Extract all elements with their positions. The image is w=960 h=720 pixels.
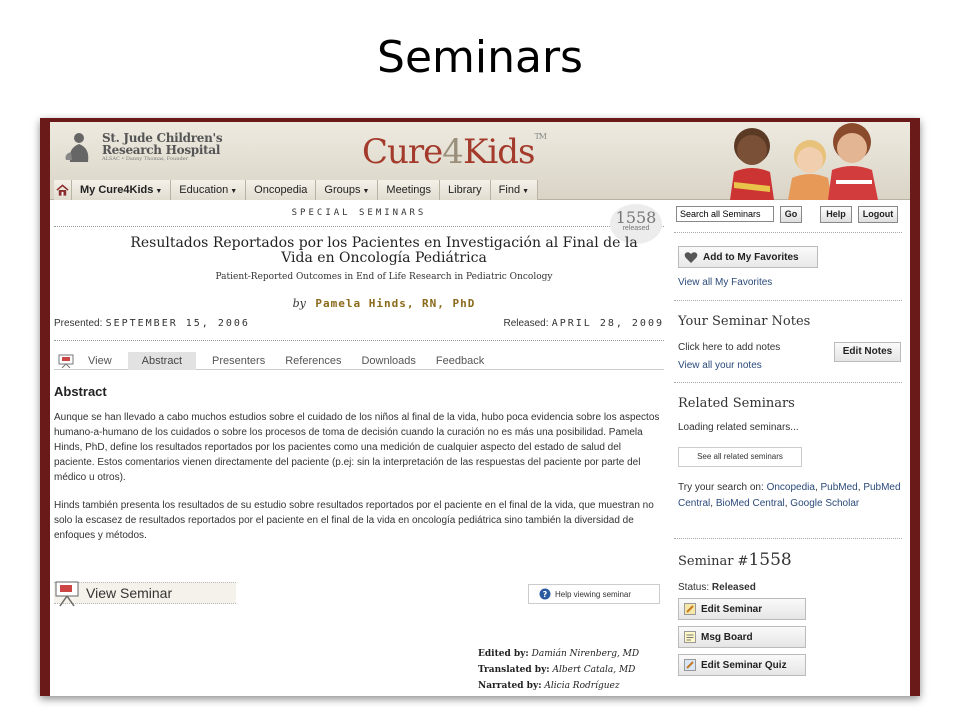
narrated-label: Narrated by:: [478, 681, 542, 691]
credits: [478, 646, 639, 694]
nav-oncopedia[interactable]: [246, 180, 316, 200]
nav-home[interactable]: [54, 180, 72, 200]
quiz-icon: [684, 659, 696, 671]
seminar-label: Seminar #: [678, 554, 749, 569]
nav-label: Meetings: [386, 184, 432, 196]
nav-label: Groups: [324, 184, 361, 196]
logo-line-1: St. Jude Children's: [102, 130, 223, 145]
brand-pre: Cure: [362, 132, 443, 172]
seminar-number-heading: [678, 550, 792, 570]
edit-seminar-label: Edit Seminar: [701, 603, 763, 615]
view-seminar-button[interactable]: [54, 582, 236, 604]
stamp-label: released: [622, 225, 650, 232]
logo-line-3: ALSAC • Danny Thomas, Founder: [102, 156, 188, 163]
sidebar: [674, 204, 904, 696]
logo-line-2: Research Hospital: [102, 142, 221, 157]
presented-label: Presented:: [54, 318, 103, 329]
st-jude-logo[interactable]: [62, 130, 222, 164]
tab-feedback[interactable]: Feedback: [435, 354, 485, 367]
seminar-subtitle: Patient-Reported Outcomes in End of Life Research in Pediatric Oncology: [215, 272, 553, 282]
view-seminar-label: View Seminar: [86, 585, 173, 601]
slide-title: Seminars: [377, 32, 583, 83]
see-all-related-button[interactable]: See all related seminars: [678, 447, 802, 467]
caret-down-icon: ▼: [362, 188, 370, 195]
abstract-heading: Abstract: [54, 384, 107, 399]
nav-meetings[interactable]: [378, 180, 440, 200]
nav-library[interactable]: [440, 180, 491, 200]
try-search-on: Try your search on: Oncopedia, PubMed, PubMed Central, BioMed Central, Google Scholar: [678, 482, 901, 509]
nav-label: Education: [179, 184, 229, 196]
screenshot-frame: [40, 118, 920, 696]
brand-post: Kids: [462, 132, 535, 172]
try-link-oncopedia[interactable]: Oncopedia: [766, 482, 815, 493]
nav-label: Oncopedia: [254, 184, 308, 196]
nav-label: Library: [448, 184, 482, 196]
translated-name: Albert Catala, MD: [552, 665, 636, 675]
edit-seminar-button[interactable]: [678, 598, 806, 620]
help-viewing-button[interactable]: [528, 584, 660, 604]
seminar-number: 1558: [748, 550, 792, 570]
nav-my-cure4kids[interactable]: [72, 180, 171, 200]
narrated-name: Alicia Rodríguez: [544, 681, 620, 691]
tab-references[interactable]: References: [285, 354, 342, 367]
edit-quiz-label: Edit Seminar Quiz: [701, 659, 787, 671]
try-link-biomed-central[interactable]: BioMed Central: [715, 498, 785, 509]
add-favorites-button[interactable]: [678, 246, 818, 268]
pencil-icon: [684, 603, 696, 615]
cure4kids-logo[interactable]: [362, 132, 546, 172]
stamp-number: 1558: [615, 208, 657, 227]
logout-button[interactable]: Logout: [858, 206, 898, 223]
presentation-board-icon: [54, 579, 80, 607]
msg-board-label: Msg Board: [701, 631, 753, 643]
nav-label: Find: [498, 184, 521, 196]
seminar-status: [678, 582, 756, 593]
msg-board-button[interactable]: [678, 626, 806, 648]
byline: [114, 297, 654, 310]
abstract-paragraph-1: Aunque se han llevado a cabo muchos estudios sobre el cuidado de los niños al final de la vida, hubo poca evidencia sobre los aspectos humano-a-humano de los cuidados o sobre los procesos de toma de decisión cuando la curación no es más una posibilidad. Pamela Hinds, PhD, define los resultados reportados por los pacientes como una medición de cualquier aspecto del estado de salud del paciente. Estos comentarios vienen directamente del paciente (p.ej: sin la interpretación de las respuestas del paciente por parte del médico u otros).: [54, 412, 660, 483]
edit-quiz-button[interactable]: [678, 654, 806, 676]
heart-icon: [684, 251, 698, 264]
try-prefix: Try your search on:: [678, 482, 764, 493]
byline-by: by: [292, 297, 306, 310]
kids-photo: [712, 122, 902, 200]
tab-view[interactable]: View: [88, 354, 112, 367]
try-link-pubmed-central[interactable]: PubMed Central: [678, 482, 901, 509]
nav-groups[interactable]: [316, 180, 378, 200]
search-input[interactable]: [676, 206, 774, 222]
caret-down-icon: ▼: [522, 188, 530, 195]
divider: [674, 382, 902, 383]
site-header: [50, 122, 910, 200]
go-button[interactable]: Go: [780, 206, 802, 223]
edited-name: Damián Nirenberg, MD: [531, 649, 640, 659]
brand-four: 4: [442, 132, 463, 172]
tab-abstract[interactable]: Abstract: [128, 352, 196, 370]
divider: [674, 232, 902, 233]
view-favorites-link[interactable]: View all My Favorites: [678, 277, 773, 288]
try-link-pubmed[interactable]: PubMed: [820, 482, 858, 493]
caret-down-icon: ▼: [230, 188, 238, 195]
seminar-title: Resultados Reportados por los Pacientes en Investigación al Final de la Vida en Oncología Pediátrica: [130, 235, 638, 266]
released-label: Released:: [503, 318, 549, 329]
st-jude-figure-icon: [62, 130, 96, 164]
divider: [54, 340, 664, 341]
help-button[interactable]: Help: [820, 206, 852, 223]
related-heading: Related Seminars: [678, 396, 795, 411]
nav-education[interactable]: [171, 180, 246, 200]
svg-text:?: ?: [542, 590, 548, 599]
caret-down-icon: ▼: [155, 188, 163, 195]
section-label: SPECIAL SEMINARS: [291, 208, 427, 218]
translated-label: Translated by:: [478, 665, 550, 675]
released-date: [503, 318, 664, 329]
add-favorites-label: Add to My Favorites: [703, 251, 799, 263]
message-board-icon: [684, 631, 696, 643]
status-label: Status:: [678, 582, 710, 593]
divider: [674, 300, 902, 301]
notes-heading: Your Seminar Notes: [678, 314, 811, 329]
tab-downloads[interactable]: Downloads: [361, 354, 416, 367]
edit-notes-button[interactable]: Edit Notes: [834, 342, 901, 362]
released-value: APRIL 28, 2009: [551, 318, 664, 329]
view-notes-link[interactable]: View all your notes: [678, 360, 762, 371]
web-page: [50, 122, 910, 696]
divider: [674, 538, 902, 539]
presented-date: [54, 318, 250, 329]
home-icon: [56, 184, 69, 197]
help-icon: [539, 588, 551, 600]
seminar-tabs: [54, 352, 664, 370]
divider: [54, 226, 664, 227]
tab-presenters[interactable]: Presenters: [212, 354, 266, 367]
related-loading: Loading related seminars...: [678, 422, 799, 433]
edited-label: Edited by:: [478, 649, 529, 659]
help-viewing-label: Help viewing seminar: [555, 589, 632, 599]
nav-find[interactable]: [491, 180, 538, 200]
nav-label: My Cure4Kids: [80, 184, 154, 196]
main-nav: [54, 180, 538, 200]
author-name[interactable]: Pamela Hinds, RN, PhD: [315, 297, 476, 310]
presentation-icon: [54, 354, 78, 368]
add-notes-link[interactable]: Click here to add notes: [678, 342, 781, 353]
status-value: Released: [711, 582, 756, 593]
try-link-google-scholar[interactable]: Google Scholar: [790, 498, 860, 509]
abstract-paragraph-2: Hinds también presenta los resultados de su estudio sobre resultados reportados por el paciente en el final de la vida, que muestran no solo la escasez de resultados reportados por el paciente en el final de la vida en oncología pediátrica sino también la diversidad de enfoques y métodos.: [54, 500, 654, 541]
main-content: [54, 204, 664, 696]
brand-tm: TM: [534, 132, 546, 141]
presented-value: SEPTEMBER 15, 2006: [105, 318, 250, 329]
